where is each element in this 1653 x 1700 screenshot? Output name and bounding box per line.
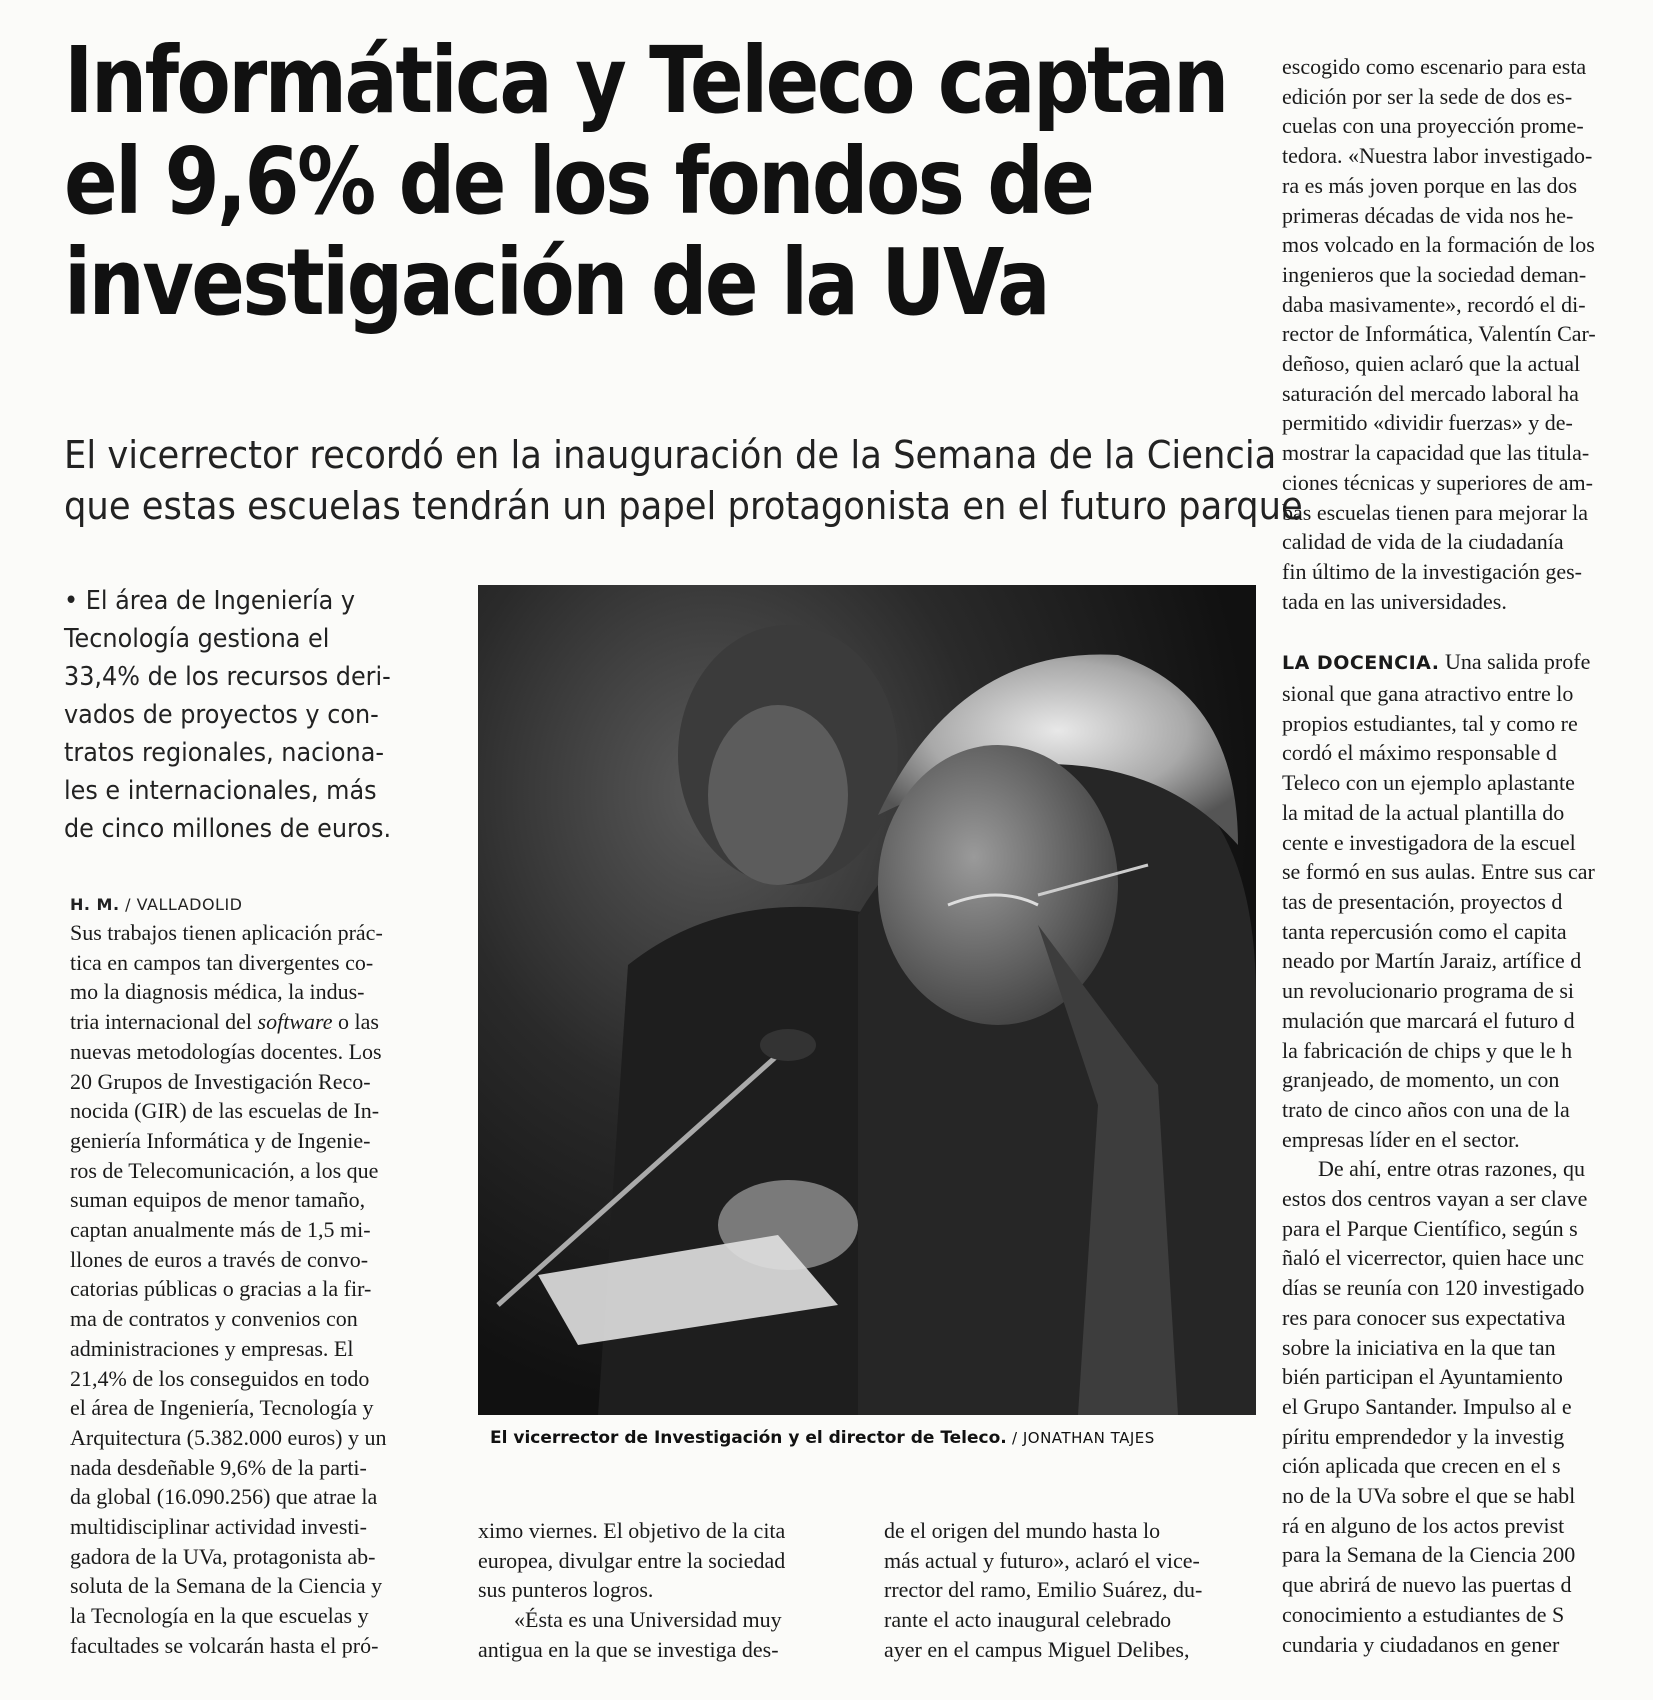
text-line: rrector del ramo, Emilio Suárez, du- [884,1577,1203,1603]
text-line: Teleco con un ejemplo aplastante [1282,770,1575,796]
text-line: rá en alguno de los actos previst [1282,1512,1565,1538]
text-line: nuevas metodologías docentes. Los [70,1038,382,1064]
text-line: la mitad de la actual plantilla do [1282,799,1565,825]
article-column-1 [70,918,450,1661]
text-line: 33,4% de los recursos deri- [64,662,391,692]
text-line: ción aplicada que crecen en el s [1282,1453,1561,1479]
text-line: les e internacionales, más [64,776,377,806]
headline [64,27,1227,336]
article-photo [478,585,1256,1415]
text-line: permitido «dividir fuerzas» y de- [1282,410,1573,436]
column-4-top [1282,52,1653,616]
text-line: ñaló el vicerrector, quien hace unc [1282,1245,1585,1271]
text-line: nada desdeñable 9,6% de la parti- [70,1454,367,1480]
text-line: res para conocer sus expectativa [1282,1304,1566,1330]
text-line: tas de presentación, proyectos d [1282,888,1563,914]
text-line: daba masivamente», recordó el di- [1282,291,1586,317]
byline-author: H. M. [70,895,120,914]
text-line: trato de cinco años con una de la [1282,1096,1570,1122]
text-line: vados de proyectos y con- [64,700,379,730]
text-line: días se reunía con 120 investigado [1282,1275,1585,1301]
subheadline [64,430,1303,532]
article-column-3 [884,1516,1264,1665]
text-line: propios estudiantes, tal y como re [1282,710,1578,736]
text-line: primeras décadas de vida nos he- [1282,202,1574,228]
text-line: conocimiento a estudiantes de S [1282,1601,1565,1627]
text-line: ma de contratos y convenios con [70,1306,358,1332]
text-line: sus punteros logros. [478,1577,654,1603]
text-line: cordó el máximo responsable d [1282,740,1557,766]
text-line: para la Semana de la Ciencia 200 [1282,1542,1576,1568]
text-line: tanta repercusión como el capita [1282,918,1567,944]
text-line: tratos regionales, naciona- [64,738,385,768]
text-line: que abrirá de nuevo las puertas d [1282,1572,1572,1598]
text-line: ros de Telecomunicación, a los que [70,1157,379,1183]
text-line: nocida (GIR) de las escuelas de In- [70,1098,380,1124]
text-line: europea, divulgar entre la sociedad [478,1547,786,1573]
text-line: mulación que marcará el futuro d [1282,1007,1575,1033]
article-column-2 [478,1516,858,1665]
highlight-bullet [64,582,444,848]
text-line: bién participan el Ayuntamiento [1282,1364,1563,1390]
headline-line: el 9,6% de los fondos de [64,128,1093,235]
photo-caption [490,1428,1155,1448]
text-line: se formó en sus aulas. Entre sus car [1282,859,1595,885]
text-line: geniería Informática y de Ingenie- [70,1127,371,1153]
text-line: Tecnología gestiona el [64,624,330,654]
text-line: tedora. «Nuestra labor investigado- [1282,143,1593,169]
text-line: el área de Ingeniería, Tecnología y [70,1395,374,1421]
text-line: fin último de la investigación ges- [1282,558,1582,584]
text-line: rante el acto inaugural celebrado [884,1607,1172,1633]
text-line: no de la UVa sobre el que se habl [1282,1483,1576,1509]
byline [70,895,243,914]
text-line: tica en campos tan divergentes co- [70,949,374,975]
paragraph-first-line: De ahí, entre otras razones, qu [1318,1156,1585,1182]
text-line: tria internacional del software o las [70,1009,379,1035]
text-line: calidad de vida de la ciudadanía [1282,529,1564,555]
text-line: suman equipos de menor tamaño, [70,1187,366,1213]
text-line: bas escuelas tienen para mejorar la [1282,499,1589,525]
text-line: llones de euros a través de convo- [70,1246,369,1272]
text-line: captan anualmente más de 1,5 mi- [70,1217,371,1243]
text-line: 21,4% de los conseguidos en todo [70,1365,370,1391]
text-line: gadora de la UVa, protagonista ab- [70,1543,376,1569]
text-line: píritu emprendedor y la investig [1282,1423,1565,1449]
column-4-paragraph [1282,1184,1653,1659]
text-line: «Ésta es una Universidad muy [514,1607,782,1633]
text-line: tada en las universidades. [1282,588,1507,614]
text-line: catorias públicas o gracias a la fir- [70,1276,372,1302]
subheadline-line: El vicerrector recordó en la inauguración de la Semana de la Ciencia [64,433,1277,477]
text-line: de el origen del mundo hasta lo [884,1518,1161,1543]
text-line: ayer en el campus Miguel Delibes, [884,1636,1190,1662]
text-line: da global (16.090.256) que atrae la [70,1484,378,1510]
text-line: la Tecnología en la que escuelas y [70,1603,369,1629]
text-line: administraciones y empresas. El [70,1335,354,1361]
text-line: Arquitectura (5.382.000 euros) y un [70,1424,387,1450]
text-line: neado por Martín Jaraiz, artífice d [1282,948,1582,974]
photo-caption-text: El vicerrector de Investigación y el director de Teleco. [490,1428,1007,1448]
text-line: mostrar la capacidad que las titula- [1282,440,1590,466]
byline-location: / VALLADOLID [125,895,243,914]
section-first-line [1282,647,1653,679]
text-line: Sus trabajos tienen aplicación prác- [70,920,383,945]
text-line: estos dos centros vayan a ser clave [1282,1186,1588,1212]
text-line: más actual y futuro», aclaró el vice- [884,1547,1200,1573]
text-line: ximo viernes. El objetivo de la cita [478,1518,786,1543]
headline-line: investigación de la UVa [64,229,1049,336]
text-line: empresas líder en el sector. [1282,1126,1520,1152]
text-line: ra es más joven porque en las dos [1282,172,1578,198]
text-line: rector de Informática, Valentín Car- [1282,321,1596,347]
text-line: granjeado, de momento, un con [1282,1067,1560,1093]
text-line: sobre la iniciativa en la que tan [1282,1334,1556,1360]
text-line: mo la diagnosis médica, la indus- [70,979,365,1005]
text-line: multidisciplinar actividad investi- [70,1514,367,1540]
text-line: mos volcado en la formación de los [1282,232,1595,258]
text-line: edición por ser la sede de dos es- [1282,83,1573,109]
text-line: deñoso, quien aclaró que la actual [1282,351,1581,377]
section-gap [1282,616,1653,647]
section-first-text: Una salida profe [1439,649,1591,675]
text-line: soluta de la Semana de la Ciencia y [70,1573,383,1599]
text-line: antigua en la que se investiga des- [478,1636,779,1662]
text-line: el Grupo Santander. Impulso al e [1282,1393,1572,1419]
photo-illustration [478,585,1256,1415]
text-line: saturación del mercado laboral ha [1282,380,1579,406]
text-line: cundaria y ciudadanos en gener [1282,1631,1560,1657]
text-line: cente e investigadora de la escuel [1282,829,1576,855]
text-line: de cinco millones de euros. [64,814,392,844]
text-line: facultades se volcarán hasta el pró- [70,1632,379,1658]
subheadline-line: que estas escuelas tendrán un papel protagonista en el futuro parque [64,484,1303,528]
text-line: 20 Grupos de Investigación Reco- [70,1068,371,1094]
column-4-section [1282,679,1653,1154]
text-line: ciones técnicas y superiores de am- [1282,469,1593,495]
text-line: cuelas con una proyección prome- [1282,113,1584,139]
text-line: un revolucionario programa de si [1282,978,1575,1004]
section-heading: LA DOCENCIA. [1282,652,1440,675]
text-line: ingenieros que la sociedad deman- [1282,261,1587,287]
article-column-4 [1282,52,1653,1659]
text-line: para el Parque Científico, según s [1282,1215,1578,1241]
text-line: la fabricación de chips y que le h [1282,1037,1573,1063]
text-line: escogido como escenario para esta [1282,54,1587,79]
text-line: sional que gana atractivo entre lo [1282,681,1574,707]
text-line: • El área de Ingeniería y [64,586,356,616]
headline-line: Informática y Teleco captan [64,27,1227,134]
photo-credit: / JONATHAN TAJES [1006,1429,1155,1447]
